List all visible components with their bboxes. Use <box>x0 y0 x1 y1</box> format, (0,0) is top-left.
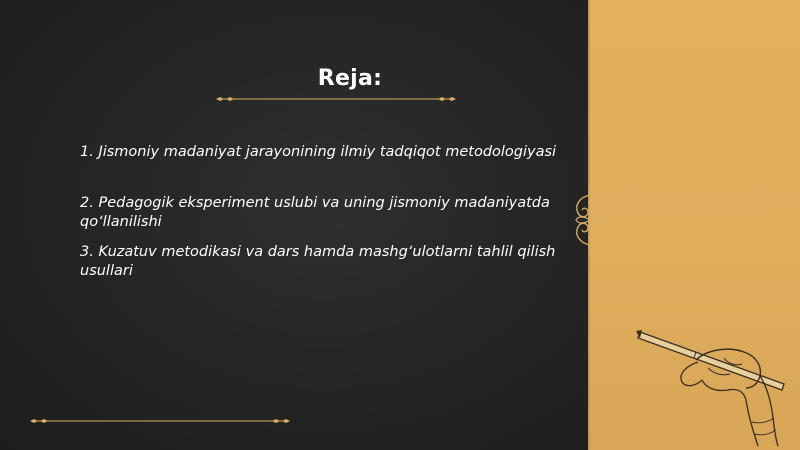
footer-divider-icon <box>30 418 290 424</box>
agenda-item-3: 3. Kuzatuv metodikasi va dars hamda mashg‘ulotlarni tahlil qilish usullari <box>80 244 556 279</box>
hand-writing-pen-icon <box>636 322 792 448</box>
flourish-ornament-icon <box>566 185 606 255</box>
title-divider-icon <box>216 96 456 102</box>
slide-title: Reja: <box>317 66 383 91</box>
agenda-item-2: 2. Pedagogik eksperiment uslubi va uning jismoniy madaniyatda qo‘llanilishi <box>80 195 550 230</box>
agenda-item-1: 1. Jismoniy madaniyat jarayonining ilmiy tadqiqot metodologiyasi <box>80 144 557 160</box>
